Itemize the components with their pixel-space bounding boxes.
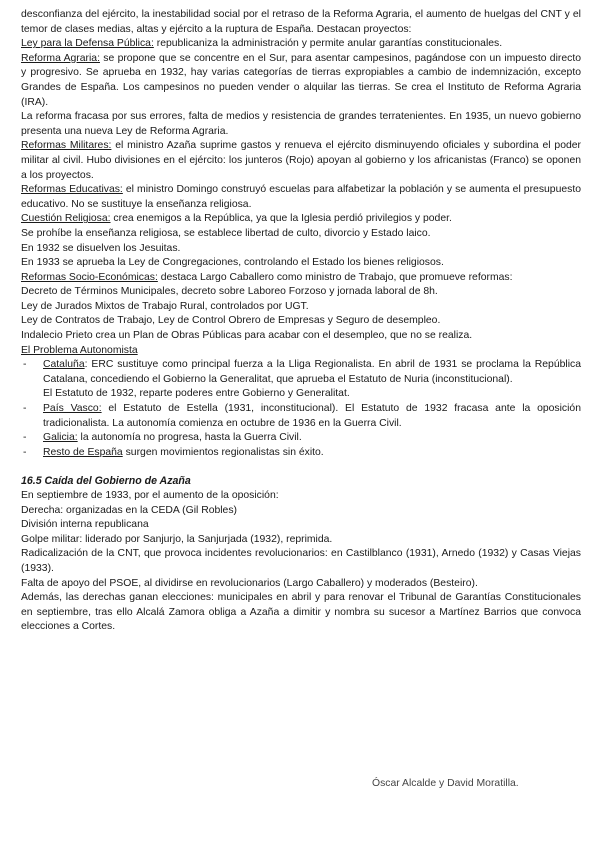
caida-line-5: Radicalización de la CNT, que provoca incidentes revolucionarios: en Castilblanco (1931), Arnedo (1932) y Casas Viejas (1933). — [21, 548, 581, 574]
cuestion-religiosa-paragraph — [21, 212, 581, 227]
contratos-line: Ley de Contratos de Trabajo, Ley de Control Obrero de Empresas y Seguro de desempleo. — [21, 315, 441, 327]
jurados-line: Ley de Jurados Mixtos de Trabajo Rural, controlados por UGT. — [21, 300, 309, 312]
caida-line-6: Falta de apoyo del PSOE, al dividirse en revolucionarios (Largo Caballero) y moderados (Besteiro). — [21, 577, 478, 589]
reformas-educativas-label: Reformas Educativas: — [21, 184, 123, 196]
decreto-line: Decreto de Términos Municipales, decreto sobre Laboreo Forzoso y jornada laboral de 8h. — [21, 286, 438, 298]
reformas-militares-text: el ministro Azaña suprime gastos y renueva el ejército disminuyendo oficiales y subordina el poder militar al civil. Hubo divisiones en el ejército: los junteros (Rojo) apoyan al gobierno y los africanistas (Franco) se oponen a los proyectos. — [21, 140, 581, 181]
region-text: la autonomía no progresa, hasta la Guerra Civil. — [77, 432, 302, 444]
dash-bullet: - — [23, 432, 27, 444]
caida-line-1: En septiembre de 1933, por el aumento de la oposición: — [21, 490, 279, 501]
reformas-socio-label: Reformas Socio-Económicas: — [21, 271, 158, 283]
ley-defensa-label: Ley para la Defensa Pública: — [21, 38, 154, 50]
author-footer: Óscar Alcalde y David Moratilla. — [372, 778, 519, 789]
region-label: Galicia: — [43, 432, 78, 444]
congregaciones-line: En 1933 se aprueba la Ley de Congregaciones, controlando el Estado los bienes religiosos. — [21, 257, 444, 269]
region-text: : ERC sustituye como principal fuerza a la Lliga Regionalista. En abril de 1931 se proclama la República Catalana, concediendo el Gobierno la Generalitat, que aprueba el Estatuto de Nuria (inconstitucional). — [43, 359, 581, 385]
cuestion-religiosa-text: crea enemigos a la República, ya que la Iglesia perdió privilegios y poder. — [110, 213, 452, 225]
reforma-agraria-label: Reforma Agraria: — [21, 52, 100, 64]
region-text: el Estatuto de Estella (1931, inconstitucional). El Estatuto de 1932 fracasa ante la oposición tradicionalista. La autonomía comienza en octubre de 1936 en la Guerra Civil. — [43, 403, 581, 429]
reformas-militares-paragraph — [21, 139, 581, 183]
reforma-agraria-paragraph — [21, 52, 581, 110]
region-label: Resto de España — [43, 446, 123, 458]
reforma-agraria-text: se propone que se concentre en el Sur, para asentar campesinos, pagándose con un impuesto directo y progresivo. Se aprueba en 1932, hay varias categorías de tierras expropiables a cambio de indemnización, excepto Grandes de España. Los campesinos no pueden vender o alquilar las tierras. Se crea el Instituto de Reforma Agraria (IRA). — [21, 52, 581, 108]
region-extra: El Estatuto de 1932, reparte poderes entre Gobierno y Generalitat. — [43, 388, 350, 400]
reformas-socio-text: destaca Largo Caballero como ministro de Trabajo, que promueve reformas: — [157, 271, 513, 283]
problema-autonomista-title: El Problema Autonomista — [21, 344, 138, 356]
intro-paragraph: desconfianza del ejército, la inestabilidad social por el retraso de la Reforma Agraria, el aumento de huelgas del CNT y el temor de clases medias, altas y ejército a la ruptura de España. Destacan proyectos: — [21, 9, 581, 35]
prohibe-line: Se prohíbe la enseñanza religiosa, se establece libertad de culto, divorcio y Estado laico. — [21, 227, 431, 239]
section-heading: 16.5 Caída del Gobierno de Azaña — [21, 475, 191, 488]
reformas-educativas-text: el ministro Domingo construyó escuelas para alfabetizar la población y se aumenta el presupuesto educativo. No se sustituye la enseñanza religiosa. — [21, 184, 581, 210]
caida-line-7: Además, las derechas ganan elecciones: municipales en abril y para renovar el Tribunal de Garantías Constitucionales en septiembre, tras ello Alcalá Zamora obliga a Azaña a dimitir y nombra su sucesor a Martínez Barrios que convoca elecciones a Cortes. — [21, 592, 581, 633]
list-item — [21, 358, 581, 402]
list-item — [21, 446, 581, 461]
list-item — [21, 402, 581, 431]
document-body — [21, 8, 581, 635]
caida-line-3: División interna republicana — [21, 519, 149, 531]
region-label: País Vasco: — [43, 403, 102, 415]
regions-list — [21, 358, 581, 460]
reformas-militares-label: Reformas Militares: — [21, 140, 112, 152]
jesuitas-line: En 1932 se disuelven los Jesuitas. — [21, 242, 181, 254]
reforma-fracasa-paragraph: La reforma fracasa por sus errores, falta de medios y resistencia de grandes terratenientes. En 1935, un nuevo gobierno presenta una nueva Ley de Reforma Agraria. — [21, 111, 581, 137]
dash-bullet: - — [23, 359, 27, 371]
dash-bullet: - — [23, 403, 27, 415]
dash-bullet: - — [23, 446, 27, 458]
ley-defensa-text: republicaniza la administración y permite anular garantías constitucionales. — [153, 38, 503, 50]
reformas-socio-paragraph — [21, 271, 581, 286]
reformas-educativas-paragraph — [21, 183, 581, 212]
ley-defensa-paragraph — [21, 37, 581, 52]
region-text: surgen movimientos regionalistas sin éxito. — [122, 446, 324, 458]
cuestion-religiosa-label: Cuestión Religiosa: — [21, 213, 111, 225]
caida-line-4: Golpe militar: liderado por Sanjurjo, la Sanjurjada (1932), reprimida. — [21, 533, 333, 545]
indalecio-line: Indalecio Prieto crea un Plan de Obras Públicas para acabar con el desempleo, que no se realiza. — [21, 330, 473, 342]
caida-line-2: Derecha: organizadas en la CEDA (Gil Robles) — [21, 504, 237, 516]
section-gap — [21, 460, 581, 474]
region-label: Cataluña — [43, 359, 85, 371]
list-item — [21, 431, 581, 446]
